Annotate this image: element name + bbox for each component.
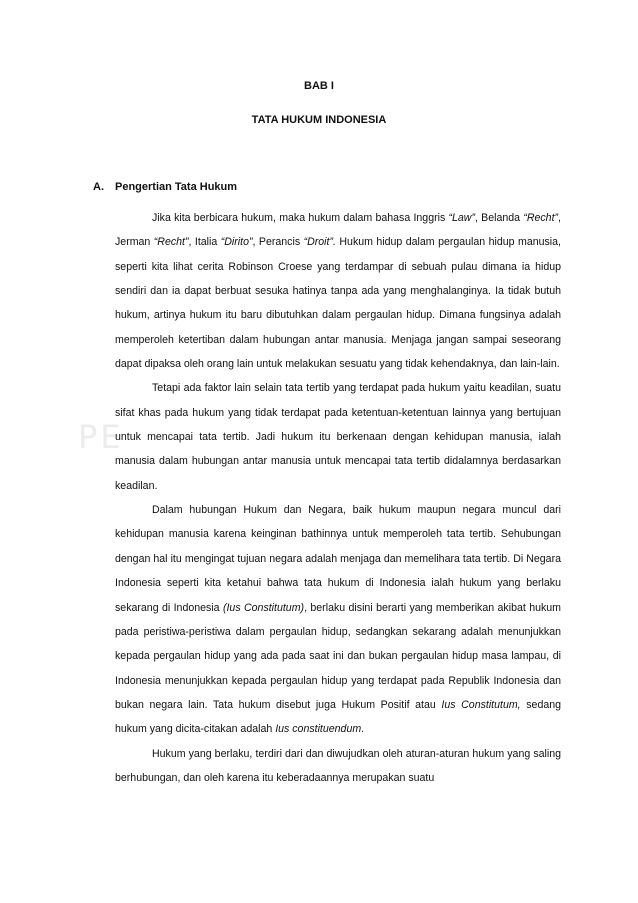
text-run: Jika kita berbicara hukum, maka hukum dalam bahasa Inggris [152, 212, 449, 224]
paragraph [115, 206, 561, 376]
text-run: Tetapi ada faktor lain selain tata tertib yang terdapat pada hukum yaitu keadilan, suatu sifat khas pada hukum yang tidak terdapat pada ketentuan-ketentuan lainnya yang bertujuan untuk mencapai tata tertib. Jadi hukum itu berkenaan dengan kehidupan manusia, ialah manusia dalam hubungan antar manusia untuk mencapai tata tertib didalamnya berdasarkan keadilan. [115, 382, 561, 492]
section-letter: A. [93, 181, 104, 193]
text-run: , berlaku disini berarti yang memberikan akibat hukum pada peristiwa-peristiwa dalam pergaulan hidup, sedangkan sekarang adalah menunjukkan kepada pergaulan hidup yang ada pada saat ini dan bukan pergaulan hidup masa lampau, di Indonesia menunjukkan kepada pergaulan hidup yang terdapat pada Republik Indonesia dan bukan negara lain. Tata hukum disebut juga Hukum Positif atau [115, 601, 561, 711]
text-run: sedang hukum yang dicita-citakan adalah [115, 698, 562, 736]
chapter-heading: BAB I [304, 80, 334, 92]
paragraph [115, 742, 561, 791]
section-title: Pengertian Tata Hukum [115, 181, 238, 193]
italic-term: Ius Constitutum, [441, 698, 521, 711]
watermark-text: PE [78, 418, 124, 456]
paragraph [115, 376, 561, 498]
section-heading [93, 181, 237, 193]
italic-term: Ius constituendum [275, 723, 362, 736]
text-run: , Belanda [475, 212, 524, 224]
text-run: , Perancis [252, 236, 304, 249]
italic-term: “Dirito” [220, 236, 253, 249]
italic-term: “Law” [448, 212, 475, 224]
text-run: Hukum hidup dalam pergaulan hidup manusia, seperti kita lihat cerita Robinson Croese yang terdampar di sebuah pulau dimana ia hidup sendiri dan ia dapat berbuat sesuka hatinya tanpa ada yang menghalanginya. Ia tidak butuh hukum, artinya hukum itu baru dibutuhkan dalam pergaulan hidup. Dimana fungsinya adalah memperoleh ketertiban dalam hubungan antar manusia. Menjaga jangan sampai seseorang dapat dipaksa oleh orang lain untuk melakukan sesuatu yang tidak kehendaknya, dan lain-lain. [115, 236, 561, 371]
text-run: , Jerman [115, 212, 561, 249]
text-run: Dalam hubungan Hukum dan Negara, baik hukum maupun negara muncul dari kehidupan manusia karena keinginan bathinnya untuk memperoleh tata tertib. Sehubungan dengan hal itu mengingat tujuan negara adalah menjaga dan memelihara tata tertib. Di Negara Indonesia seperti kita ketahui bahwa tata hukum di Indonesia ialah hukum yang berlaku sekarang di Indonesia [115, 504, 561, 614]
text-run: . [361, 723, 365, 736]
body-text [115, 206, 561, 790]
text-run: Hukum yang berlaku, terdiri dari dan diwujudkan oleh aturan-aturan hukum yang saling berhubungan, dan oleh karena itu keberadaannya merupakan suatu [115, 747, 561, 784]
italic-term: “Recht” [153, 236, 189, 249]
italic-term: (Ius Constitutum) [222, 601, 305, 614]
text-run: , Italia [188, 236, 221, 249]
chapter-title: TATA HUKUM INDONESIA [251, 114, 387, 126]
paragraph [115, 498, 561, 741]
italic-term: “Droit”. [303, 236, 336, 249]
italic-term: “Recht” [523, 212, 559, 224]
